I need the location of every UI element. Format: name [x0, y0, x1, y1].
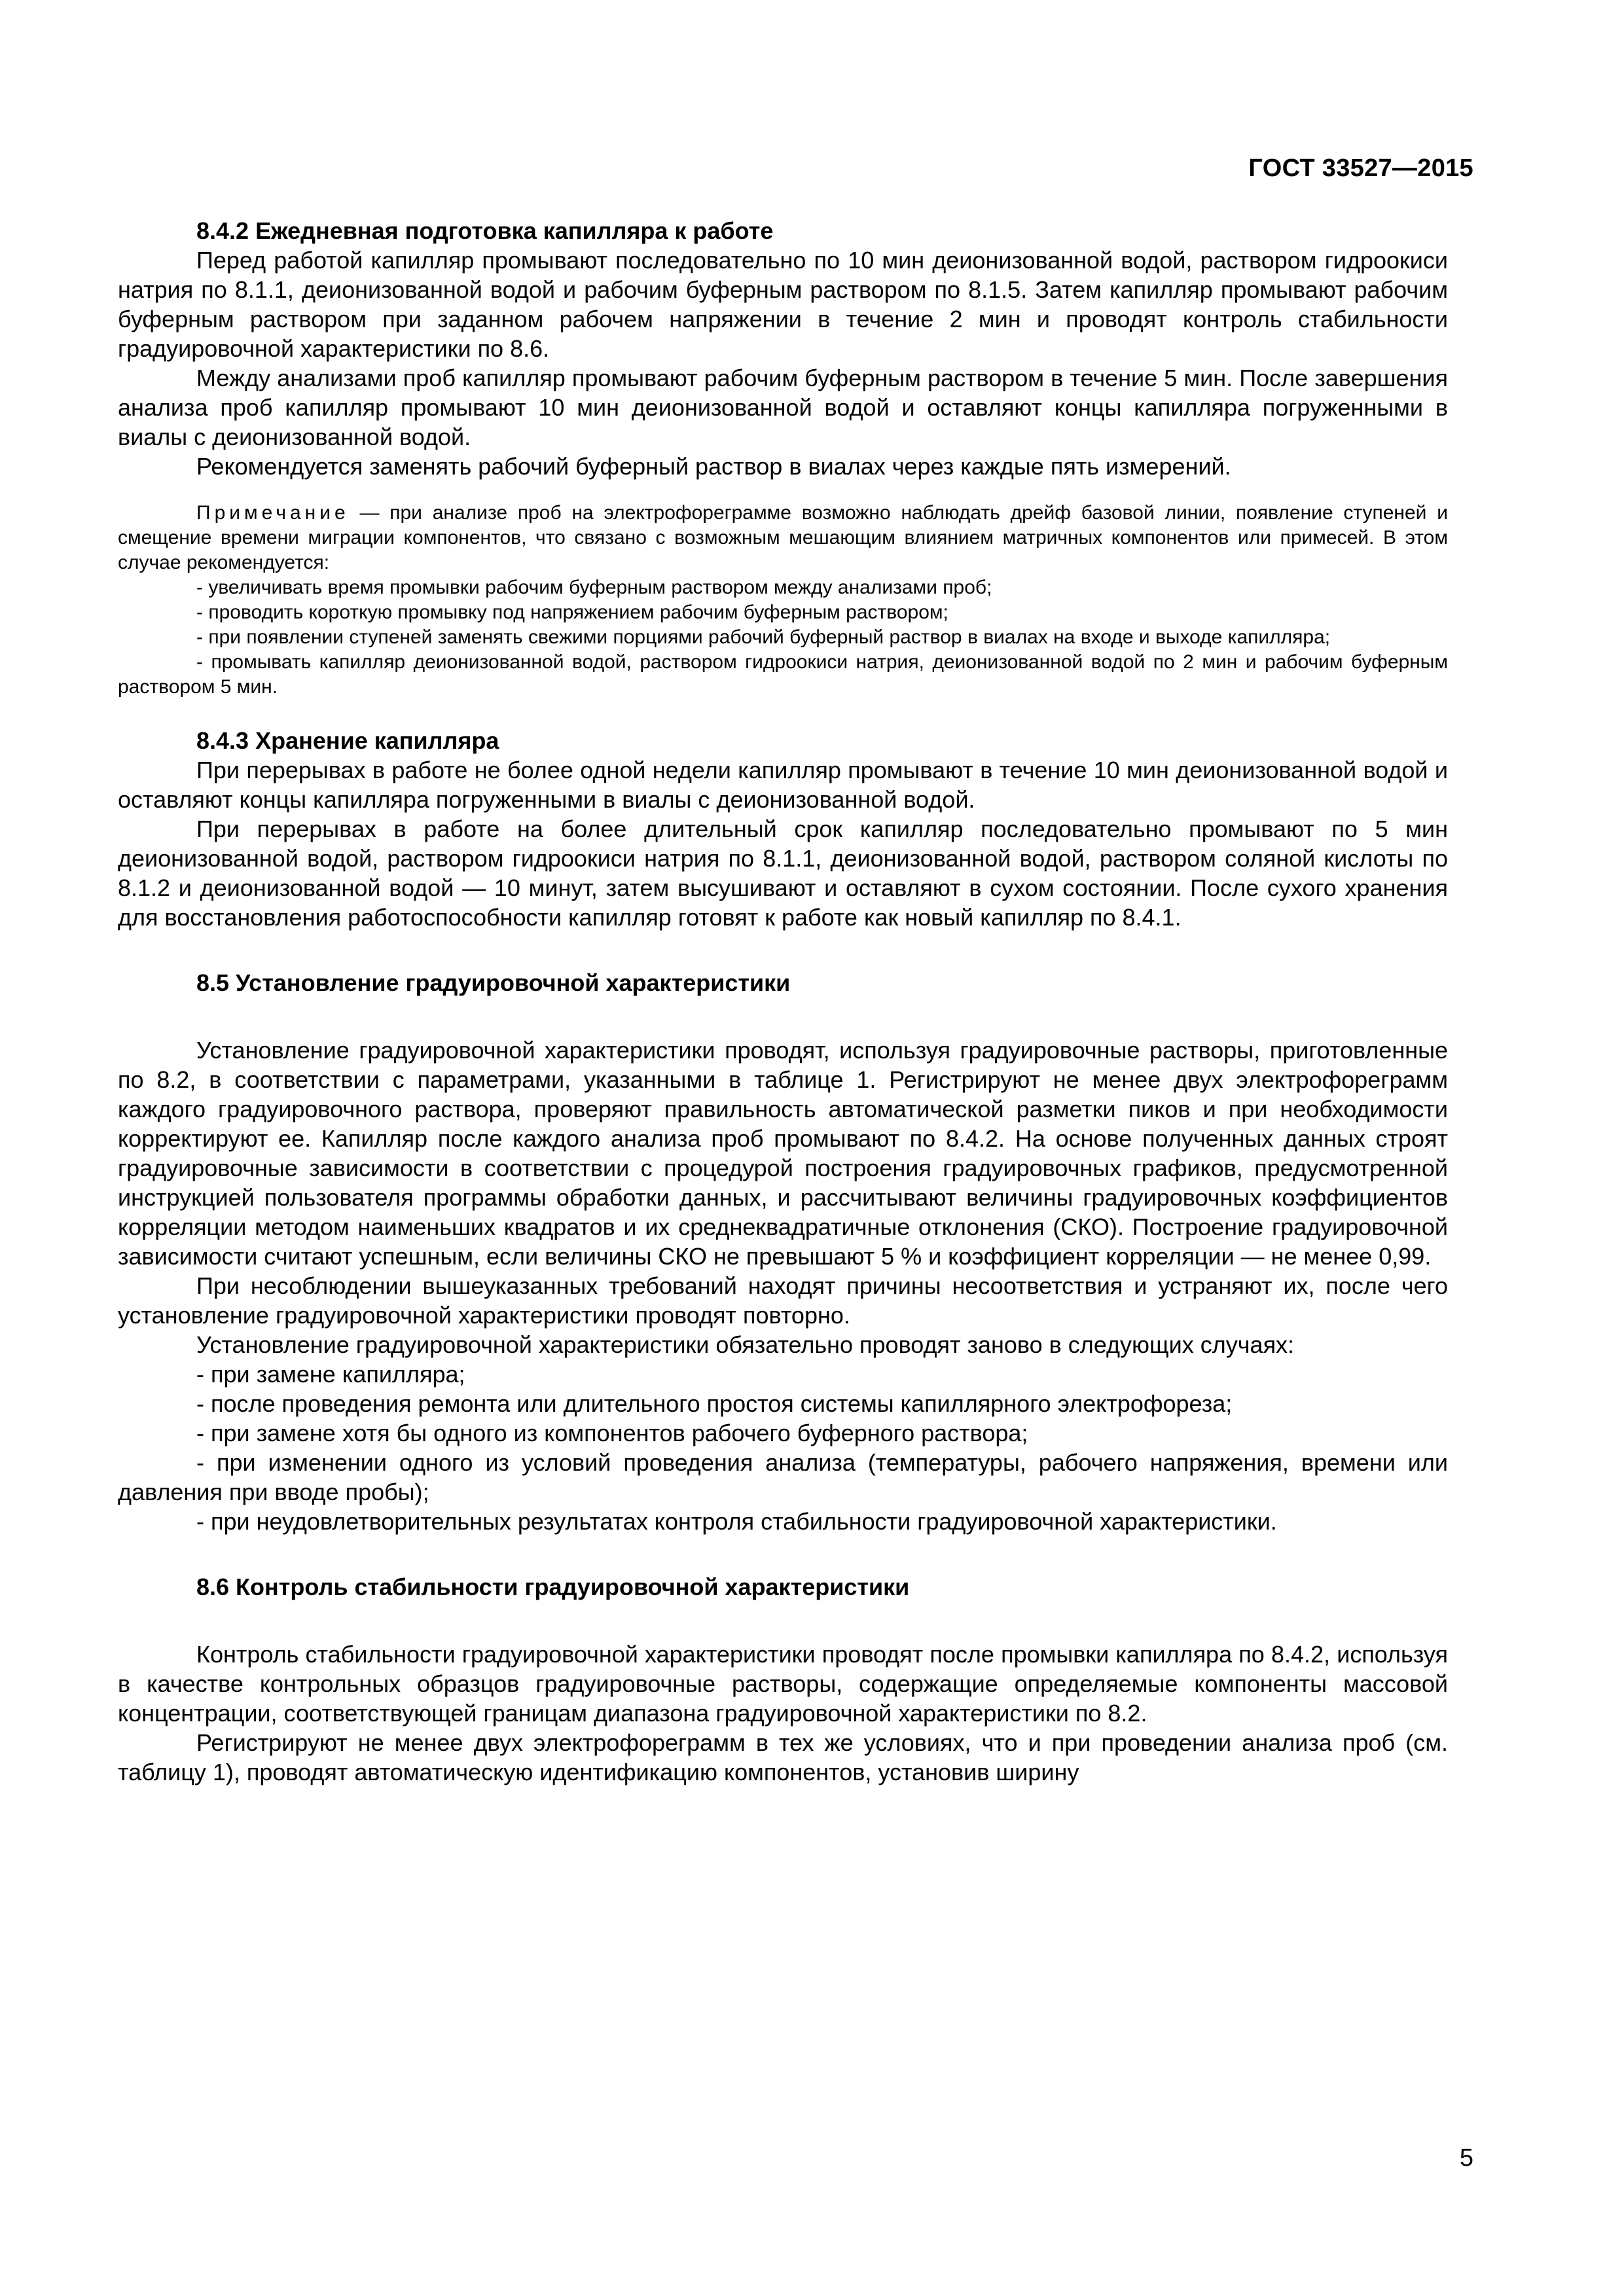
note-paragraph	[118, 501, 1448, 575]
note-text: — при анализе проб на электрофореграмме возможно наблюдать дрейф базовой линии, появление ступеней и смещение времени миграции компонентов, что связано с возможным мешающим влиянием матричных компонентов или примесей. В этом случае рекомендуется:	[118, 502, 1448, 573]
note-list-item: - промывать капилляр деионизованной водой, раствором гидроокиси натрия, деионизованной водой по 2 мин и рабочим буферным раствором 5 мин.	[118, 651, 1448, 698]
section-8-4-3-title: 8.4.3 Хранение капилляра	[196, 727, 499, 754]
note-list-item: - при появлении ступеней заменять свежими порциями рабочий буферный раствор в виалах на входе и выходе капилляра;	[196, 626, 1331, 648]
section-8-4-2-paragraph-3: Рекомендуется заменять рабочий буферный раствор в виалах через каждые пять измерений.	[196, 453, 1231, 480]
section-8-5-list-item: - при замене капилляра;	[196, 1361, 465, 1388]
section-8-5-paragraph-1: Установление градуировочной характеристики проводят, используя градуировочные растворы, приготовленные по 8.2, в соответствии с параметрами, указанными в таблице 1. Регистрируют не менее двух электрофореграмм каждого градуировочного раствора, проверяют правильность автоматической разметки пиков и при необходимости корректируют ее. Капилляр после каждого анализа проб промывают по 8.4.2. На основе полученных данных строят градуировочные зависимости в соответствии с процедурой построения градуировочных графиков, предусмотренной инструкцией пользователя программы обработки данных, и рассчитывают величины градуировочных коэффициентов корреляции методом наименьших квадратов и их среднеквадратичные отклонения (СКО). Построение градуировочной зависимости считают успешным, если величины СКО не превышают 5 % и коэффициент корреляции — не менее 0,99.	[118, 1037, 1448, 1270]
section-8-5-list-item: - после проведения ремонта или длительного простоя системы капиллярного электрофореза;	[196, 1390, 1233, 1417]
section-8-6-title: 8.6 Контроль стабильности градуировочной характеристики	[196, 1573, 910, 1600]
document-code-header: ГОСТ 33527—2015	[1248, 154, 1473, 182]
section-8-4-3-paragraph-2: При перерывах в работе на более длительный срок капилляр последовательно промывают по 5 мин деионизованной водой, раствором гидроокиси натрия по 8.1.1, деионизованной водой, раствором соляной кислоты по 8.1.2 и деионизованной водой — 10 минут, затем высушивают и оставляют в сухом состоянии. После сухого хранения для восстановления работоспособности капилляр готовят к работе как новый капилляр по 8.4.1.	[118, 816, 1448, 931]
section-8-4-3-paragraph-1: При перерывах в работе не более одной недели капилляр промывают в течение 10 мин деионизованной водой и оставляют концы капилляра погруженными в виалы с деионизованной водой.	[118, 757, 1448, 813]
page-content	[118, 216, 1448, 1787]
section-8-5-paragraph-3: Установление градуировочной характеристики обязательно проводят заново в следующих случаях:	[196, 1331, 1295, 1358]
section-8-4-2-paragraph-2: Между анализами проб капилляр промывают рабочим буферным раствором в течение 5 мин. После завершения анализа проб капилляр промывают 10 мин деионизованной водой и оставляют концы капилляра погруженными в виалы с деионизованной водой.	[118, 365, 1448, 450]
note-block	[118, 501, 1448, 700]
note-label: Примечание	[196, 502, 350, 524]
page-number: 5	[1459, 2144, 1473, 2172]
section-8-5-list-item: - при неудовлетворительных результатах контроля стабильности градуировочной характеристики.	[196, 1508, 1277, 1535]
section-8-5-paragraph-2: При несоблюдении вышеуказанных требований находят причины несоответствия и устраняют их, после чего установление градуировочной характеристики проводят повторно.	[118, 1272, 1448, 1329]
section-8-5-list-item: - при замене хотя бы одного из компонентов рабочего буферного раствора;	[196, 1420, 1028, 1446]
section-8-5-list-item: - при изменении одного из условий проведения анализа (температуры, рабочего напряжения, времени или давления при вводе пробы);	[118, 1449, 1448, 1505]
note-list-item: - увеличивать время промывки рабочим буферным раствором между анализами проб;	[196, 577, 992, 598]
note-list-item: - проводить короткую промывку под напряжением рабочим буферным раствором;	[196, 601, 948, 623]
section-8-4-2-title: 8.4.2 Ежедневная подготовка капилляра к работе	[196, 217, 774, 244]
section-8-4-2-paragraph-1: Перед работой капилляр промывают последовательно по 10 мин деионизованной водой, раствором гидроокиси натрия по 8.1.1, деионизованной водой и рабочим буферным раствором по 8.1.5. Затем капилляр промывают рабочим буферным раствором при заданном рабочем напряжении в течение 2 мин и проводят контроль стабильности градуировочной характеристики по 8.6.	[118, 247, 1448, 362]
section-8-6-paragraph-1: Контроль стабильности градуировочной характеристики проводят после промывки капилляра по 8.4.2, используя в качестве контрольных образцов градуировочные растворы, содержащие определяемые компоненты массовой концентрации, соответствующей границам диапазона градуировочной характеристики по 8.2.	[118, 1641, 1448, 1727]
section-8-6-paragraph-2: Регистрируют не менее двух электрофореграмм в тех же условиях, что и при проведении анализа проб (см. таблицу 1), проводят автоматическую идентификацию компонентов, установив ширину	[118, 1729, 1448, 1785]
section-8-5-title: 8.5 Установление градуировочной характеристики	[196, 969, 791, 996]
